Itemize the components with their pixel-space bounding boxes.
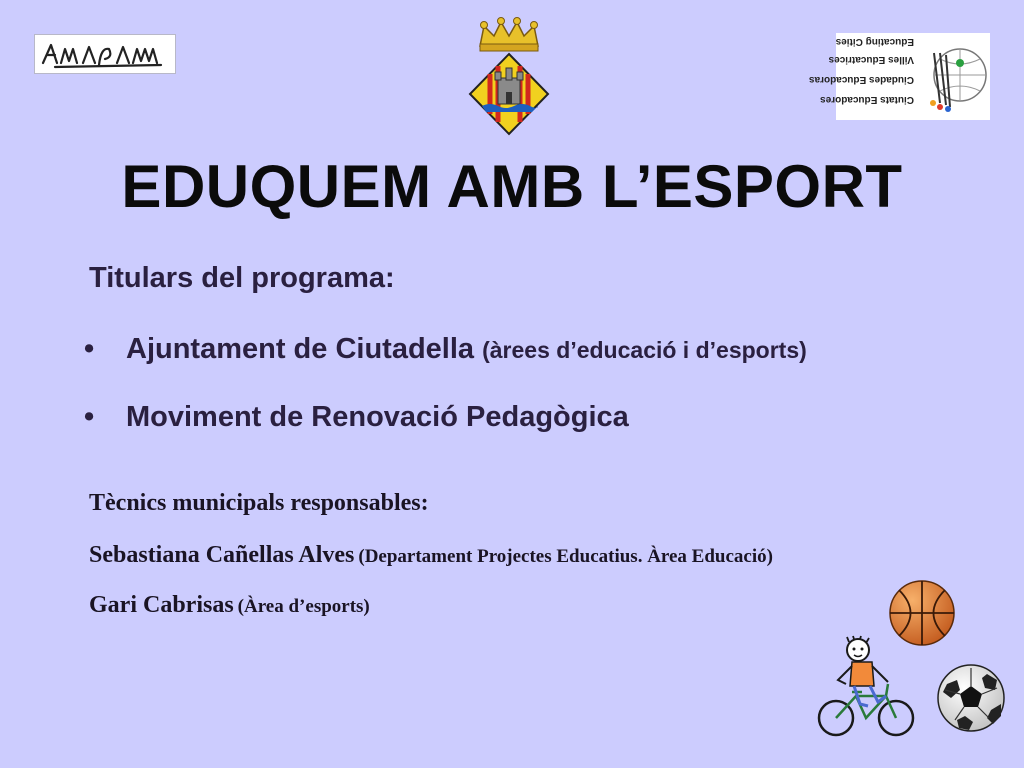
amapam-logo-mark [35, 35, 175, 73]
amapam-logo [34, 34, 176, 74]
ciutadella-coat-of-arms [468, 14, 550, 136]
technician-role: (Departament Projectes Educatius. Àrea Educació) [358, 546, 773, 567]
technicians-heading: Tècnics municipals responsables: [89, 490, 429, 516]
technician-name: Gari Cabrisas [89, 592, 234, 618]
holder-item [84, 333, 807, 366]
bullet-glyph: • [84, 401, 95, 433]
logo-line-3: Villes Educatrices [828, 54, 914, 65]
technician-name: Sebastiana Cañellas Alves [89, 542, 355, 568]
holder-detail: (àrees d’educació i d’esports) [482, 337, 807, 363]
holder-name: Moviment de Renovació Pedagògica [126, 401, 629, 433]
soccer-ball-icon [935, 662, 1007, 734]
holder-item [84, 401, 629, 434]
logo-line-4: Educating Cities [835, 36, 914, 47]
holder-name: Ajuntament de Ciutadella [126, 333, 475, 365]
educating-cities-logo [808, 33, 990, 120]
logo-line-2: Ciudades Educadoras [808, 74, 914, 85]
technician-role: (Àrea d’esports) [237, 596, 370, 617]
bullet-glyph: • [84, 333, 95, 365]
program-holders-heading: Titulars del programa: [89, 262, 395, 294]
child-cyclist-illustration [816, 636, 916, 740]
page-title: EDUQUEM AMB L’ESPORT [121, 153, 903, 220]
technician-entry [89, 592, 370, 619]
logo-line-1: Ciutats Educadores [820, 94, 914, 105]
technician-entry [89, 542, 773, 569]
